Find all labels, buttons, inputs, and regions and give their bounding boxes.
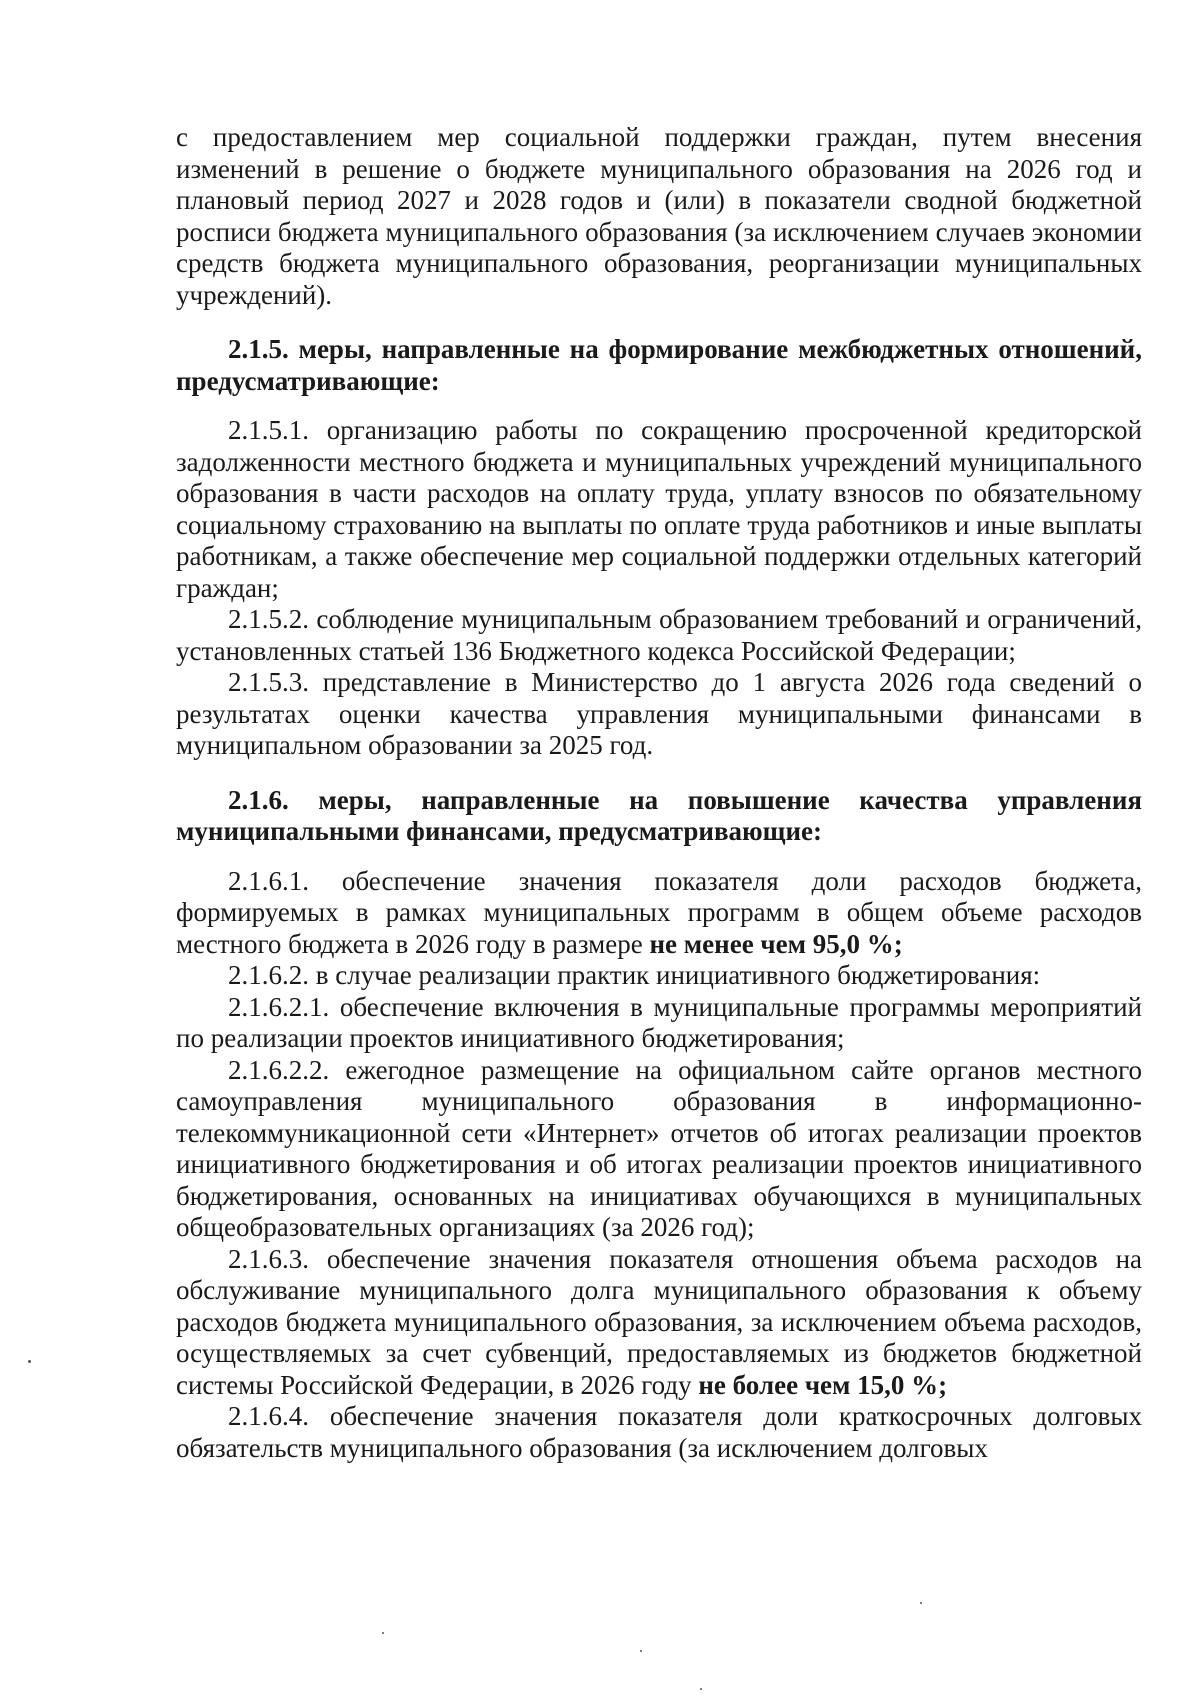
paragraph-2-1-6-1: [176, 866, 1142, 961]
paragraph-2-1-5-2: 2.1.5.2. соблюдение муниципальным образованием требований и ограничений, установленных статьей 136 Бюджетного кодекса Российской Федерации;: [176, 604, 1142, 666]
paragraph-2-1-6-2-1: 2.1.6.2.1. обеспечение включения в муниципальные программы мероприятий по реализации проектов инициативного бюджетирования;: [176, 991, 1142, 1053]
paragraph-2-1-6-2: 2.1.6.2. в случае реализации практик инициативного бюджетирования:: [228, 960, 1041, 990]
document-body: [176, 122, 1142, 1464]
paragraph-2-1-5-3: 2.1.5.3. представление в Министерство до 1 августа 2026 года сведений о результатах оценки качества управления муниципальными финансами в муниципальном образовании за 2025 год.: [176, 667, 1142, 760]
paragraph-2-1-6-3-threshold: не более чем 15,0 %;: [698, 1369, 948, 1400]
paragraph-continuation: с предоставлением мер социальной поддержки граждан, путем внесения изменений в решение о бюджете муниципального образования на 2026 год и плановый период 2027 и 2028 годов и (или) в показатели сводной бюджетной росписи бюджета муниципального образования (за исключением случаев экономии средств бюджета муниципального образования, реорганизации муниципальных учреждений).: [176, 122, 1142, 310]
paragraph-2-1-6-2-2: 2.1.6.2.2. ежегодное размещение на официальном сайте органов местного самоуправления муниципального образования в информационно-телекоммуникационной сети «Интернет» отчетов об итогах реализации проектов инициативного бюджетирования и об итогах реализации проектов инициативного бюджетирования, основанных на инициативах обучающихся в муниципальных общеобразовательных организациях (за 2026 год);: [176, 1054, 1142, 1242]
section-heading-2-1-6: 2.1.6. меры, направленные на повышение качества управления муниципальными финансами, предусматривающие:: [176, 784, 1142, 846]
paragraph-2-1-6-4: 2.1.6.4. обеспечение значения показателя доли краткосрочных долговых обязательств муниципального образования (за исключением долговых: [176, 1401, 1142, 1463]
paragraph-2-1-6-1-text: 2.1.6.1. обеспечение значения показателя доли расходов бюджета, формируемых в рамках муниципальных программ в общем объеме расходов местного бюджета в 2026 году в размере: [176, 865, 1142, 959]
paragraph-2-1-5-1: 2.1.5.1. организацию работы по сокращению просроченной кредиторской задолженности местного бюджета и муниципальных учреждений муниципального образования в части расходов на оплату труда, уплату взносов по обязательному социальному страхованию на выплаты по оплате труда работников и иные выплаты работникам, а также обеспечение мер социальной поддержки отдельных категорий граждан;: [176, 415, 1142, 603]
section-heading-2-1-5: 2.1.5. меры, направленные на формирование межбюджетных отношений, предусматривающие:: [176, 334, 1142, 396]
paragraph-2-1-6-1-threshold: не менее чем 95,0 %;: [649, 928, 903, 959]
paragraph-2-1-6-3-text: 2.1.6.3. обеспечение значения показателя отношения объема расходов на обслуживание муниципального долга муниципального образования к объему расходов бюджета муниципального образования, за исключением объема расходов, осуществляемых за счет субвенций, предоставляемых из бюджетов бюджетной системы Российской Федерации, в 2026 году: [176, 1243, 1142, 1400]
paragraph-2-1-6-3: [176, 1244, 1142, 1402]
